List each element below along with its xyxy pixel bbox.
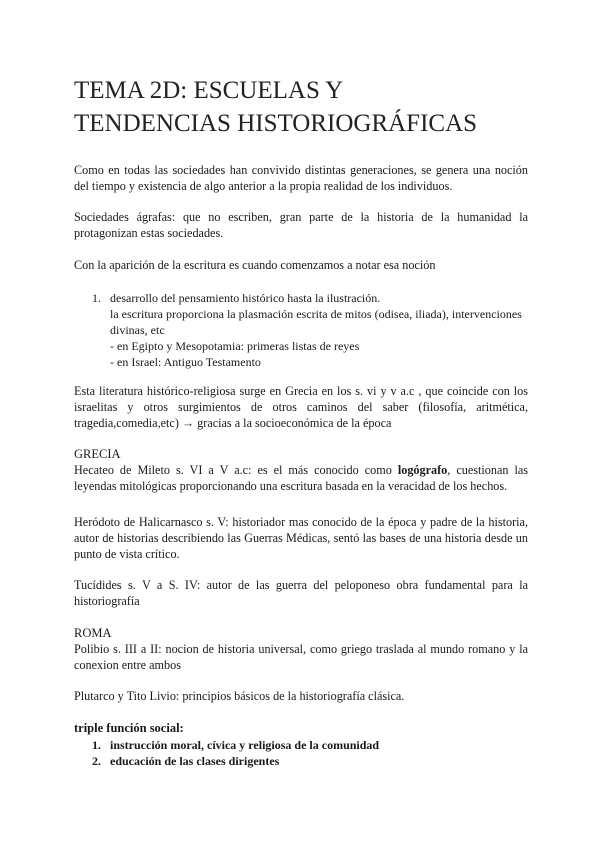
paragraph-tucidides: Tucídides s. V a S. IV: autor de las guerra del peloponeso obra fundamental para la historiografía: [74, 578, 528, 608]
list-item-text: educación de las clases dirigentes: [110, 754, 280, 768]
list-item-line: - en Egipto y Mesopotamia: primeras listas de reyes: [110, 339, 360, 353]
list-number: 1.: [92, 738, 101, 752]
list-number: 1.: [92, 291, 101, 305]
list-item-line: - en Israel: Antiguo Testamento: [110, 355, 261, 369]
paragraph-escritura: Con la aparición de la escritura es cuando comenzamos a notar esa noción: [74, 258, 436, 272]
title-line-2: TENDENCIAS HISTORIOGRÁFICAS: [74, 110, 478, 137]
title-line-1: TEMA 2D: ESCUELAS Y: [74, 77, 344, 104]
section-heading-roma: ROMA: [74, 626, 112, 640]
list-item: [110, 290, 530, 370]
paragraph-herodoto: Heródoto de Halicarnasco s. V: historiador mas conocido de la época y padre de la historia, autor de historias describiendo las Guerras Médicas, sentó las bases de una historia desde un punto de vista crítico.: [74, 515, 528, 561]
list-item-line: desarrollo del pensamiento histórico hasta la ilustración.: [110, 291, 381, 305]
numbered-list-1: [92, 290, 532, 370]
paragraph-intro: Como en todas las sociedades han convivido distintas generaciones, se genera una noción del tiempo y existencia de algo anterior a la propia realidad de los individuos.: [74, 163, 528, 193]
logografo-term: logógrafo: [397, 463, 448, 477]
list-item-line: la escritura proporciona la plasmación escrita de mitos (odisea, iliada), intervenciones divinas, etc: [110, 307, 522, 337]
paragraph-literatura: Esta literatura histórico-religiosa surge en Grecia en los s. vi y v a.c , que coincide con los israelitas y otros surgimientos de otros caminos del saber (filosofía, aritmética, tragedia,comedia,etc) → gracias a la socioeconómica de la época: [74, 384, 528, 430]
paragraph-hecateo: [74, 462, 528, 494]
paragraph-plutarco: Plutarco y Tito Livio: principios básicos de la historiografía clásica.: [74, 689, 405, 703]
section-heading-grecia: GRECIA: [74, 447, 121, 461]
paragraph-polibio: Polibio s. III a II: nocion de historia universal, como griego traslada al mundo romano y la conexion entre ambos: [74, 642, 528, 672]
section-heading-triple: triple función social:: [74, 721, 184, 735]
list-item-text: instrucción moral, cívica y religiosa de la comunidad: [110, 738, 380, 752]
page-title: [74, 74, 554, 140]
hecateo-text-cont: , cuestionan las leyendas mitológicas proporcionando una escritura basada en la veracidad de los hechos.: [74, 463, 528, 493]
list-number: 2.: [92, 754, 101, 768]
paragraph-agrafas: Sociedades ágrafas: que no escriben, gran parte de la historia de la humanidad la protagonizan estas sociedades.: [74, 210, 528, 240]
hecateo-text: Hecateo de Mileto s. VI a V a.c: es el más conocido como: [74, 463, 398, 477]
